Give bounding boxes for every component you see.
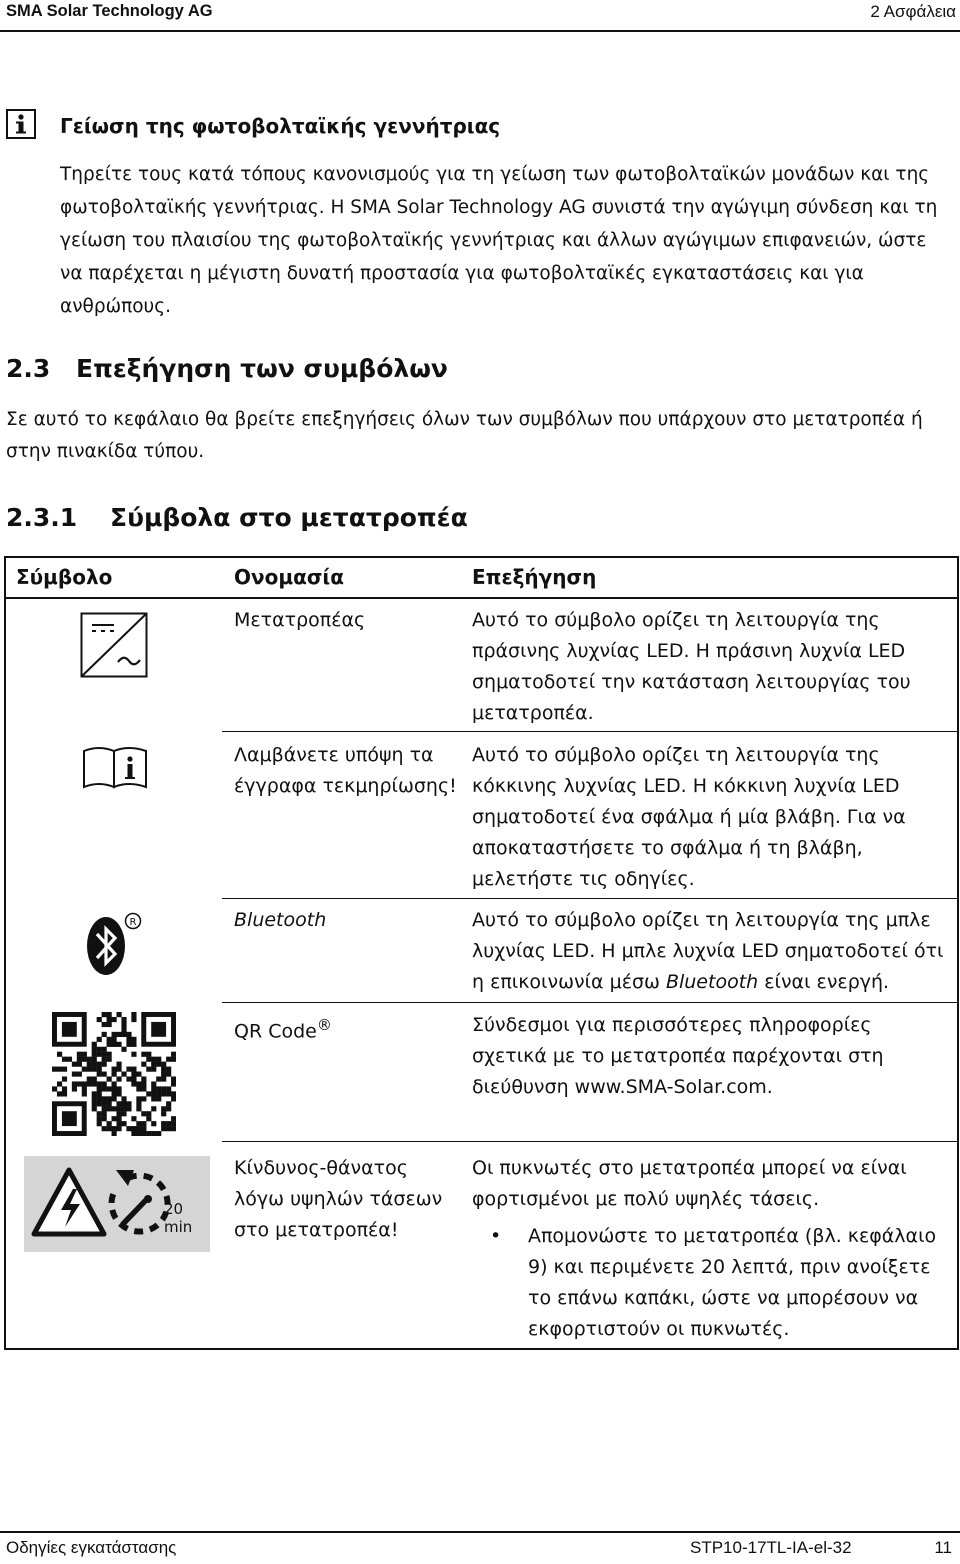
row-description: Αυτό το σύμβολο ορίζει τη λειτουργία της πράσινης λυχνίας LED. Η πράσινη λυχνία LED σηματοδοτεί την κατάσταση λειτουργίας του μετατροπέα. [472, 609, 911, 724]
table-top-border [4, 556, 959, 558]
info-body [60, 158, 950, 323]
row-divider [222, 731, 957, 732]
list-item: • Απομονώστε το μετατροπέα (βλ. κεφάλαιο 9) και περιμένετε 20 λεπτά, πριν ανοίξετε το επάνω καπάκι, ώστε να μπορέσουν να εκφορτιστούν οι πυκνωτές. [472, 1221, 952, 1345]
table-bottom-border [4, 1348, 959, 1350]
row-description [472, 905, 952, 998]
footer-page-number: 11 [934, 1538, 952, 1557]
section-heading [6, 354, 448, 383]
header-chapter: 2 Ασφάλεια [870, 2, 956, 21]
inverter-dc-ac-icon [80, 612, 148, 682]
table-header-description: Επεξήγηση [472, 565, 597, 589]
section-title: Επεξήγηση των συμβόλων [76, 354, 448, 383]
read-documentation-icon [82, 745, 148, 793]
row-description-suffix: είναι ενεργή. [758, 971, 890, 993]
row-name [234, 1010, 460, 1047]
info-i-icon [6, 109, 36, 139]
row-name: Λαμβάνετε υπόψη τα έγγραφα τεκμηρίωσης! [234, 744, 457, 797]
table-right-border [957, 556, 959, 1350]
info-text: Τηρείτε τους κατά τόπους κανονισμούς για τη γείωση των φωτοβολταϊκών μονάδων και της φωτοβολταϊκής γεννήτριας. Η SMA Solar Technology AG συνιστά την αγώγιμη σύνδεση και τη γείωση του πλαισίου της φωτοβολταϊκής γεννήτριας και άλλων αγώγιμων επιφανειών, ώστε να παρέχεται η μέγιστη δυνατή προστασία για φωτοβολταϊκές εγκαταστάσεις και για ανθρώπους. [60, 164, 938, 317]
row-description-prefix: Αυτό το σύμβολο ορίζει τη λειτουργία της μπλε λυχνίας LED. Η μπλε λυχνία LED σηματοδοτεί ότι η επικοινωνία μέσω [472, 909, 944, 993]
row-description-italic: Bluetooth [665, 971, 759, 993]
row-description-text: Οι πυκνωτές στο μετατροπέα μπορεί να είναι φορτισμένοι με πολύ υψηλές τάσεις. [472, 1157, 907, 1210]
footer-rule [0, 1531, 960, 1533]
subsection-heading [6, 503, 468, 532]
footer-doc-code: STP10-17TL-IA-el-32 [690, 1538, 852, 1557]
row-divider [222, 1002, 957, 1003]
registered-mark: ® [316, 1016, 332, 1034]
row-description: Αυτό το σύμβολο ορίζει τη λειτουργία της κόκκινης λυχνίας LED. Η κόκκινη λυχνία LED σηματοδοτεί ένα σφάλμα ή μία βλάβη. Για να αποκαταστήσετε το σφάλμα ή τη βλάβη, μελετήστε τις οδηγίες. [472, 744, 906, 890]
table-header-rule [4, 597, 959, 599]
svg-text:R: R [129, 917, 137, 928]
info-title: Γείωση της φωτοβολταϊκής γεννήτριας [60, 114, 501, 138]
table-header-name: Ονομασία [234, 565, 344, 589]
section-intro: Σε αυτό το κεφάλαιο θα βρείτε επεξηγήσεις όλων των συμβόλων που υπάρχουν στο μετατροπέα ή στην πινακίδα τύπου. [6, 409, 923, 462]
subsection-number: 2.3.1 [6, 503, 78, 532]
subsection-title: Σύμβολα στο μετατροπέα [110, 503, 468, 532]
row-name: Μετατροπέας [234, 609, 366, 631]
high-voltage-20min-warning-icon [24, 1156, 210, 1256]
row-name: Bluetooth [234, 909, 327, 931]
qr-code-name: QR Code [234, 1020, 317, 1043]
section-number: 2.3 [6, 354, 51, 383]
row-name: Κίνδυνος-θάνατος λόγω υψηλών τάσεων στο μετατροπέα! [234, 1157, 443, 1241]
footer-doc-type: Οδηγίες εγκατάστασης [6, 1538, 177, 1557]
row-divider [222, 1141, 957, 1142]
table-left-border [4, 556, 6, 1350]
qr-code-icon [52, 1012, 176, 1140]
header-company: SMA Solar Technology AG [6, 2, 213, 20]
row-description: Σύνδεσμοι για περισσότερες πληροφορίες σχετικά με το μετατροπέα παρέχονται στη διεύθυνση www.SMA-Solar.com. [472, 1014, 884, 1098]
header-rule [0, 30, 960, 32]
table-header-symbol: Σύμβολο [16, 565, 113, 589]
row-divider [222, 898, 957, 899]
warning-icon-label: 20 min [164, 1200, 193, 1236]
row-description [472, 1153, 952, 1345]
bluetooth-icon [82, 910, 144, 984]
instruction-list [472, 1221, 952, 1345]
